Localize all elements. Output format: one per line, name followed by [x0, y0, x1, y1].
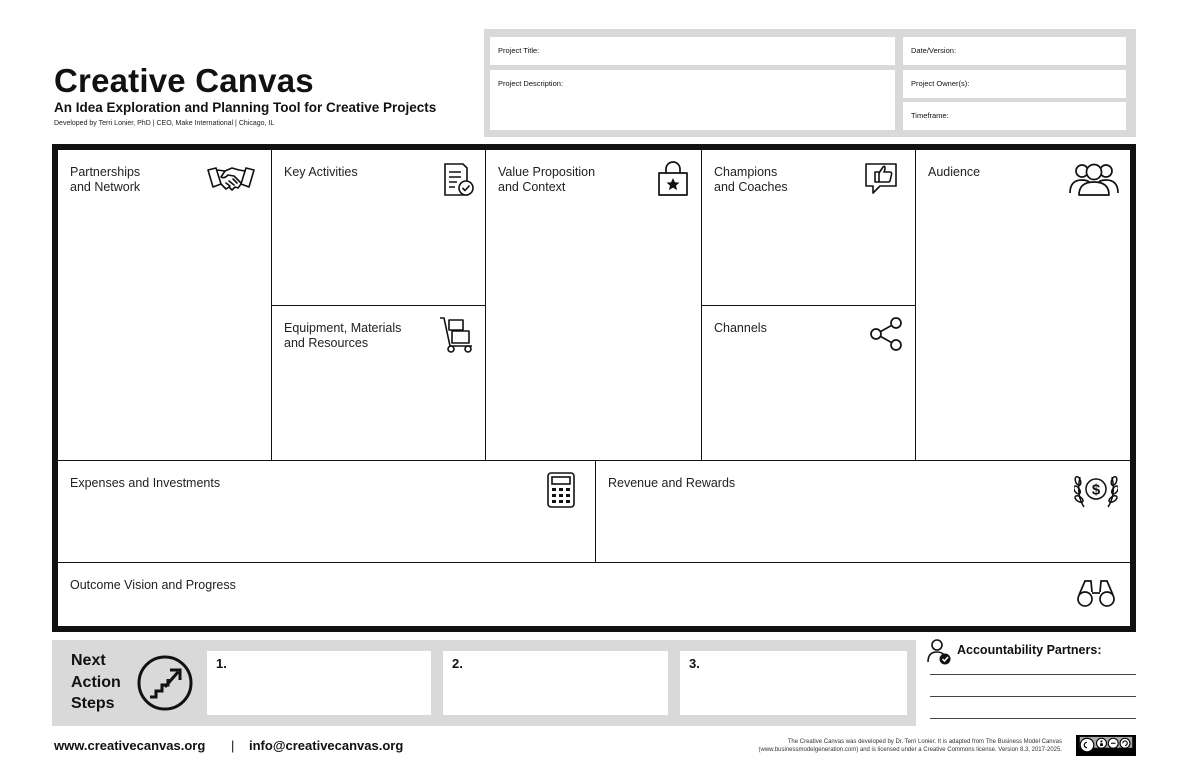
accountability-line[interactable] — [930, 674, 1136, 675]
canvas-title: Creative Canvas — [54, 62, 314, 99]
expenses-label: Expenses and Investments — [70, 476, 221, 490]
license-notice: The Creative Canvas was developed by Dr. Terri Lonier. It is adapted from The Business Model Canvas (www.businessmodelgeneration.com) and is licensed under a Creative Commons license. Version 8.3, 2017-2025. — [758, 739, 1062, 753]
step-2-field[interactable] — [443, 651, 668, 715]
project-description-field[interactable] — [490, 70, 895, 130]
step-3-field[interactable] — [680, 651, 907, 715]
canvas-subtitle: An Idea Exploration and Planning Tool for Creative Projects — [54, 100, 437, 115]
creative-commons-badge[interactable] — [1076, 735, 1136, 756]
step-2-number: 2. — [452, 656, 463, 671]
channels-label: Channels — [714, 321, 767, 335]
step-1-number: 1. — [216, 656, 227, 671]
email-link[interactable]: info@creativecanvas.org — [249, 738, 404, 753]
calculator-icon — [546, 471, 576, 509]
equipment-label: Equipment, Materials and Resources — [284, 321, 402, 350]
project-title-field[interactable] — [490, 37, 895, 65]
hand-truck-boxes-icon — [438, 316, 476, 354]
handshake-icon — [206, 164, 256, 194]
checklist-document-icon — [442, 162, 476, 198]
binoculars-icon — [1076, 577, 1116, 609]
step-3-number: 3. — [689, 656, 700, 671]
partnerships-label: Partnerships and Network — [70, 165, 141, 194]
accountability-partners-label: Accountability Partners: — [957, 643, 1102, 657]
cell-outcome[interactable] — [57, 562, 1131, 627]
stairs-arrow-icon — [136, 654, 194, 712]
project-description-label: Project Description: — [498, 79, 564, 88]
laurel-dollar-icon — [1074, 469, 1118, 511]
date-version-field[interactable] — [903, 37, 1126, 65]
creative-canvas-grid — [52, 144, 1136, 632]
cell-channels[interactable] — [701, 305, 917, 462]
next-action-steps-panel — [52, 640, 916, 726]
shopping-bag-star-icon — [656, 160, 690, 198]
cell-partnerships[interactable] — [57, 149, 273, 462]
project-info-panel — [484, 29, 1136, 137]
cell-champions[interactable] — [701, 149, 917, 307]
key-activities-label: Key Activities — [284, 165, 358, 179]
cell-value-proposition[interactable] — [485, 149, 703, 462]
svg-text:$: $ — [1091, 481, 1101, 499]
website-link[interactable]: www.creativecanvas.org — [54, 738, 206, 753]
footer-separator: | — [231, 738, 235, 753]
credits-line: Developed by Terri Lonier, PhD | CEO, Make International | Chicago, IL — [54, 120, 275, 127]
people-group-icon — [1068, 160, 1120, 198]
cell-key-activities[interactable] — [271, 149, 487, 307]
project-title-label: Project Title: — [498, 46, 540, 55]
cell-equipment[interactable] — [271, 305, 487, 462]
project-owner-label: Project Owner(s): — [911, 79, 970, 88]
thumbs-up-chat-icon — [864, 160, 904, 198]
person-check-icon — [927, 638, 953, 666]
revenue-label: Revenue and Rewards — [608, 476, 736, 490]
timeframe-field[interactable] — [903, 102, 1126, 130]
project-owner-field[interactable] — [903, 70, 1126, 98]
share-nodes-icon — [868, 316, 904, 352]
step-1-field[interactable] — [207, 651, 431, 715]
cell-revenue[interactable] — [595, 460, 1131, 564]
accountability-line[interactable] — [930, 718, 1136, 719]
date-version-label: Date/Version: — [911, 46, 957, 55]
accountability-line[interactable] — [930, 696, 1136, 697]
cell-expenses[interactable] — [57, 460, 597, 564]
timeframe-label: Timeframe: — [911, 111, 949, 120]
champions-label: Champions and Coaches — [714, 165, 788, 194]
outcome-label: Outcome Vision and Progress — [70, 578, 236, 592]
value-proposition-label: Value Proposition and Context — [498, 165, 596, 194]
next-steps-title: Next Action Steps — [71, 652, 121, 712]
audience-label: Audience — [928, 165, 981, 179]
cell-audience[interactable] — [915, 149, 1131, 462]
